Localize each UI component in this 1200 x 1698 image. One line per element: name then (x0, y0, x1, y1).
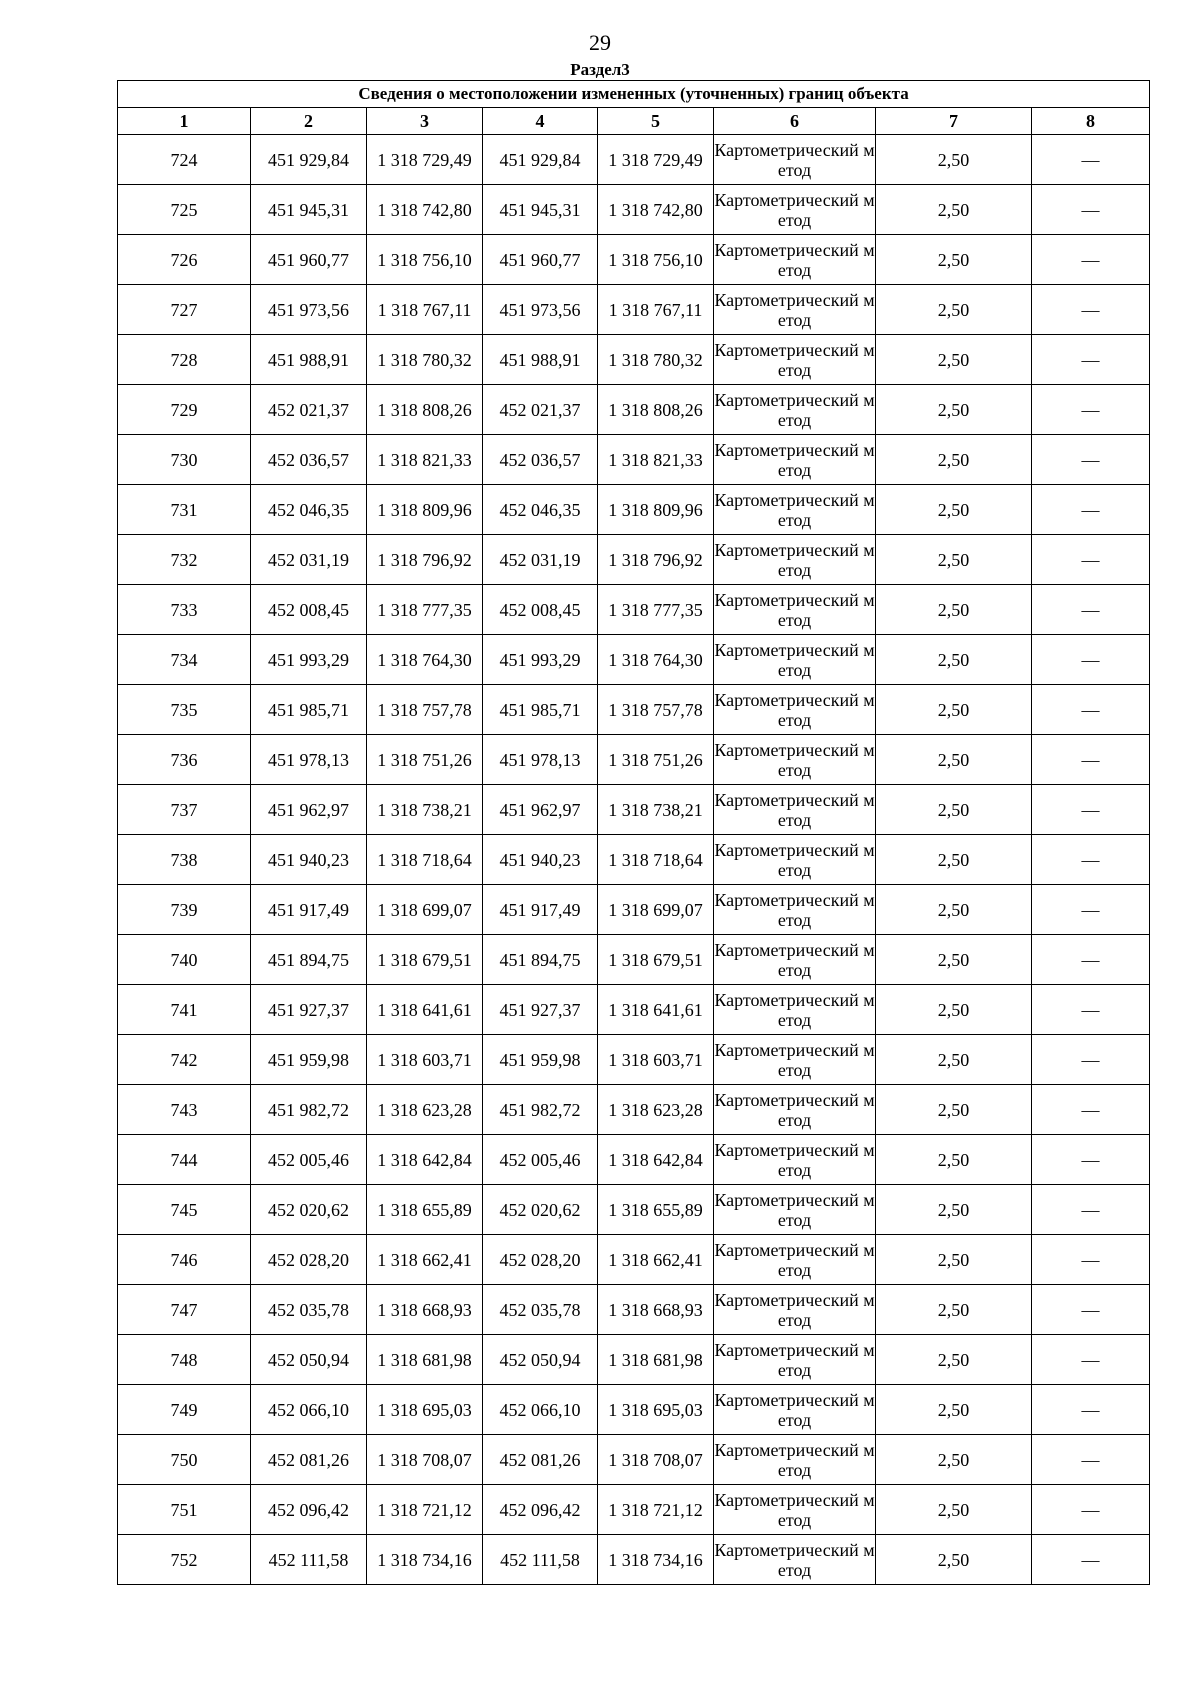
description-cell: — (1032, 1235, 1150, 1285)
y-coordinate-cell: 1 318 751,26 (598, 735, 714, 785)
y-coordinate-cell: 1 318 734,16 (367, 1535, 483, 1585)
x-coordinate-cell: 452 050,94 (251, 1335, 367, 1385)
point-number-cell: 742 (118, 1035, 251, 1085)
description-cell: — (1032, 1535, 1150, 1585)
y-coordinate-cell: 1 318 655,89 (367, 1185, 483, 1235)
table-row (118, 135, 1150, 185)
method-cell: Картометрический метод (714, 1135, 876, 1185)
description-cell: — (1032, 935, 1150, 985)
method-cell: Картометрический метод (714, 635, 876, 685)
y-coordinate-cell: 1 318 809,96 (367, 485, 483, 535)
description-cell: — (1032, 1135, 1150, 1185)
x-coordinate-cell: 451 973,56 (251, 285, 367, 335)
method-cell: Картометрический метод (714, 435, 876, 485)
x-coordinate-cell: 451 988,91 (483, 335, 598, 385)
description-cell: — (1032, 535, 1150, 585)
table-row (118, 935, 1150, 985)
table-row (118, 1435, 1150, 1485)
x-coordinate-cell: 452 035,78 (483, 1285, 598, 1335)
y-coordinate-cell: 1 318 662,41 (598, 1235, 714, 1285)
y-coordinate-cell: 1 318 708,07 (367, 1435, 483, 1485)
section-title: Раздел3 (570, 60, 630, 79)
description-cell: — (1032, 585, 1150, 635)
y-coordinate-cell: 1 318 757,78 (598, 685, 714, 735)
y-coordinate-cell: 1 318 767,11 (367, 285, 483, 335)
table-row (118, 435, 1150, 485)
point-number-cell: 724 (118, 135, 251, 185)
method-cell: Картометрический метод (714, 1385, 876, 1435)
x-coordinate-cell: 452 035,78 (251, 1285, 367, 1335)
accuracy-cell: 2,50 (876, 785, 1032, 835)
description-cell: — (1032, 185, 1150, 235)
y-coordinate-cell: 1 318 764,30 (367, 635, 483, 685)
y-coordinate-cell: 1 318 729,49 (367, 135, 483, 185)
x-coordinate-cell: 451 960,77 (251, 235, 367, 285)
y-coordinate-cell: 1 318 695,03 (367, 1385, 483, 1435)
table-row (118, 785, 1150, 835)
x-coordinate-cell: 451 985,71 (483, 685, 598, 735)
accuracy-cell: 2,50 (876, 435, 1032, 485)
table-row (118, 535, 1150, 585)
coordinates-table (117, 80, 1150, 1585)
point-number-cell: 737 (118, 785, 251, 835)
description-cell: — (1032, 1085, 1150, 1135)
column-header: 7 (876, 108, 1032, 135)
description-cell: — (1032, 285, 1150, 335)
method-cell: Картометрический метод (714, 1435, 876, 1485)
x-coordinate-cell: 451 959,98 (251, 1035, 367, 1085)
table-row (118, 1485, 1150, 1535)
accuracy-cell: 2,50 (876, 935, 1032, 985)
point-number-cell: 729 (118, 385, 251, 435)
description-cell: — (1032, 1035, 1150, 1085)
table-row (118, 235, 1150, 285)
x-coordinate-cell: 451 940,23 (251, 835, 367, 885)
accuracy-cell: 2,50 (876, 385, 1032, 435)
table-row (118, 985, 1150, 1035)
x-coordinate-cell: 452 008,45 (251, 585, 367, 635)
method-cell: Картометрический метод (714, 385, 876, 435)
accuracy-cell: 2,50 (876, 1185, 1032, 1235)
y-coordinate-cell: 1 318 821,33 (367, 435, 483, 485)
x-coordinate-cell: 452 066,10 (483, 1385, 598, 1435)
point-number-cell: 746 (118, 1235, 251, 1285)
method-cell: Картометрический метод (714, 535, 876, 585)
x-coordinate-cell: 452 005,46 (251, 1135, 367, 1185)
accuracy-cell: 2,50 (876, 1335, 1032, 1385)
y-coordinate-cell: 1 318 655,89 (598, 1185, 714, 1235)
accuracy-cell: 2,50 (876, 1535, 1032, 1585)
point-number-cell: 740 (118, 935, 251, 985)
table-row (118, 1135, 1150, 1185)
method-cell: Картометрический метод (714, 1335, 876, 1385)
x-coordinate-cell: 451 978,13 (251, 735, 367, 785)
description-cell: — (1032, 985, 1150, 1035)
table-row (118, 1535, 1150, 1585)
y-coordinate-cell: 1 318 718,64 (367, 835, 483, 885)
table-row (118, 885, 1150, 935)
y-coordinate-cell: 1 318 780,32 (367, 335, 483, 385)
x-coordinate-cell: 452 046,35 (251, 485, 367, 535)
y-coordinate-cell: 1 318 623,28 (598, 1085, 714, 1135)
method-cell: Картометрический метод (714, 1235, 876, 1285)
accuracy-cell: 2,50 (876, 985, 1032, 1035)
accuracy-cell: 2,50 (876, 635, 1032, 685)
y-coordinate-cell: 1 318 623,28 (367, 1085, 483, 1135)
accuracy-cell: 2,50 (876, 485, 1032, 535)
y-coordinate-cell: 1 318 742,80 (598, 185, 714, 235)
point-number-cell: 748 (118, 1335, 251, 1385)
description-cell: — (1032, 1285, 1150, 1335)
method-cell: Картометрический метод (714, 485, 876, 535)
y-coordinate-cell: 1 318 681,98 (598, 1335, 714, 1385)
method-cell: Картометрический метод (714, 735, 876, 785)
x-coordinate-cell: 452 050,94 (483, 1335, 598, 1385)
y-coordinate-cell: 1 318 729,49 (598, 135, 714, 185)
point-number-cell: 743 (118, 1085, 251, 1135)
x-coordinate-cell: 452 036,57 (483, 435, 598, 485)
x-coordinate-cell: 451 959,98 (483, 1035, 598, 1085)
point-number-cell: 726 (118, 235, 251, 285)
x-coordinate-cell: 452 031,19 (483, 535, 598, 585)
y-coordinate-cell: 1 318 641,61 (367, 985, 483, 1035)
y-coordinate-cell: 1 318 808,26 (598, 385, 714, 435)
y-coordinate-cell: 1 318 809,96 (598, 485, 714, 535)
method-cell: Картометрический метод (714, 835, 876, 885)
accuracy-cell: 2,50 (876, 1085, 1032, 1135)
x-coordinate-cell: 452 036,57 (251, 435, 367, 485)
y-coordinate-cell: 1 318 756,10 (598, 235, 714, 285)
method-cell: Картометрический метод (714, 235, 876, 285)
x-coordinate-cell: 452 081,26 (483, 1435, 598, 1485)
description-cell: — (1032, 685, 1150, 735)
y-coordinate-cell: 1 318 721,12 (598, 1485, 714, 1535)
description-cell: — (1032, 1485, 1150, 1535)
point-number-cell: 731 (118, 485, 251, 535)
y-coordinate-cell: 1 318 681,98 (367, 1335, 483, 1385)
x-coordinate-cell: 452 066,10 (251, 1385, 367, 1435)
x-coordinate-cell: 451 945,31 (251, 185, 367, 235)
y-coordinate-cell: 1 318 767,11 (598, 285, 714, 335)
accuracy-cell: 2,50 (876, 1385, 1032, 1435)
method-cell: Картометрический метод (714, 285, 876, 335)
accuracy-cell: 2,50 (876, 535, 1032, 585)
method-cell: Картометрический метод (714, 335, 876, 385)
x-coordinate-cell: 451 929,84 (251, 135, 367, 185)
y-coordinate-cell: 1 318 777,35 (367, 585, 483, 635)
y-coordinate-cell: 1 318 738,21 (598, 785, 714, 835)
method-cell: Картометрический метод (714, 1535, 876, 1585)
method-cell: Картометрический метод (714, 1285, 876, 1335)
point-number-cell: 738 (118, 835, 251, 885)
point-number-cell: 730 (118, 435, 251, 485)
description-cell: — (1032, 335, 1150, 385)
accuracy-cell: 2,50 (876, 335, 1032, 385)
y-coordinate-cell: 1 318 808,26 (367, 385, 483, 435)
column-header: 5 (598, 108, 714, 135)
x-coordinate-cell: 451 973,56 (483, 285, 598, 335)
accuracy-cell: 2,50 (876, 585, 1032, 635)
table-row (118, 1235, 1150, 1285)
method-cell: Картометрический метод (714, 685, 876, 735)
column-header: 2 (251, 108, 367, 135)
y-coordinate-cell: 1 318 695,03 (598, 1385, 714, 1435)
accuracy-cell: 2,50 (876, 235, 1032, 285)
y-coordinate-cell: 1 318 796,92 (598, 535, 714, 585)
x-coordinate-cell: 451 945,31 (483, 185, 598, 235)
table-row (118, 1285, 1150, 1335)
x-coordinate-cell: 452 096,42 (483, 1485, 598, 1535)
table-row (118, 1335, 1150, 1385)
accuracy-cell: 2,50 (876, 1135, 1032, 1185)
point-number-cell: 732 (118, 535, 251, 585)
description-cell: — (1032, 1385, 1150, 1435)
y-coordinate-cell: 1 318 718,64 (598, 835, 714, 885)
column-header: 3 (367, 108, 483, 135)
x-coordinate-cell: 451 940,23 (483, 835, 598, 885)
y-coordinate-cell: 1 318 603,71 (598, 1035, 714, 1085)
column-number-row (118, 108, 1150, 135)
description-cell: — (1032, 1335, 1150, 1385)
accuracy-cell: 2,50 (876, 135, 1032, 185)
x-coordinate-cell: 451 927,37 (483, 985, 598, 1035)
y-coordinate-cell: 1 318 777,35 (598, 585, 714, 635)
y-coordinate-cell: 1 318 721,12 (367, 1485, 483, 1535)
point-number-cell: 734 (118, 635, 251, 685)
description-cell: — (1032, 1185, 1150, 1235)
y-coordinate-cell: 1 318 780,32 (598, 335, 714, 385)
accuracy-cell: 2,50 (876, 1235, 1032, 1285)
table-row (118, 685, 1150, 735)
y-coordinate-cell: 1 318 764,30 (598, 635, 714, 685)
point-number-cell: 744 (118, 1135, 251, 1185)
x-coordinate-cell: 451 894,75 (483, 935, 598, 985)
page-number: 29 (589, 30, 611, 55)
description-cell: — (1032, 235, 1150, 285)
method-cell: Картометрический метод (714, 885, 876, 935)
x-coordinate-cell: 451 962,97 (251, 785, 367, 835)
x-coordinate-cell: 451 962,97 (483, 785, 598, 835)
y-coordinate-cell: 1 318 668,93 (367, 1285, 483, 1335)
accuracy-cell: 2,50 (876, 735, 1032, 785)
description-cell: — (1032, 785, 1150, 835)
accuracy-cell: 2,50 (876, 835, 1032, 885)
y-coordinate-cell: 1 318 668,93 (598, 1285, 714, 1335)
x-coordinate-cell: 451 993,29 (251, 635, 367, 685)
y-coordinate-cell: 1 318 642,84 (367, 1135, 483, 1185)
point-number-cell: 736 (118, 735, 251, 785)
column-header: 4 (483, 108, 598, 135)
table-row (118, 585, 1150, 635)
x-coordinate-cell: 451 894,75 (251, 935, 367, 985)
x-coordinate-cell: 452 028,20 (483, 1235, 598, 1285)
description-cell: — (1032, 385, 1150, 435)
point-number-cell: 739 (118, 885, 251, 935)
table-caption: Сведения о местоположении измененных (уточненных) границ объекта (118, 81, 1150, 108)
x-coordinate-cell: 451 982,72 (251, 1085, 367, 1135)
method-cell: Картометрический метод (714, 785, 876, 835)
y-coordinate-cell: 1 318 662,41 (367, 1235, 483, 1285)
method-cell: Картометрический метод (714, 935, 876, 985)
x-coordinate-cell: 451 917,49 (251, 885, 367, 935)
y-coordinate-cell: 1 318 679,51 (367, 935, 483, 985)
table-row (118, 635, 1150, 685)
column-header: 1 (118, 108, 251, 135)
method-cell: Картометрический метод (714, 1035, 876, 1085)
table-row (118, 185, 1150, 235)
description-cell: — (1032, 885, 1150, 935)
column-header: 6 (714, 108, 876, 135)
method-cell: Картометрический метод (714, 985, 876, 1035)
x-coordinate-cell: 452 020,62 (251, 1185, 367, 1235)
accuracy-cell: 2,50 (876, 1285, 1032, 1335)
y-coordinate-cell: 1 318 708,07 (598, 1435, 714, 1485)
y-coordinate-cell: 1 318 699,07 (598, 885, 714, 935)
x-coordinate-cell: 451 929,84 (483, 135, 598, 185)
accuracy-cell: 2,50 (876, 885, 1032, 935)
y-coordinate-cell: 1 318 756,10 (367, 235, 483, 285)
description-cell: — (1032, 1435, 1150, 1485)
x-coordinate-cell: 451 988,91 (251, 335, 367, 385)
point-number-cell: 733 (118, 585, 251, 635)
point-number-cell: 741 (118, 985, 251, 1035)
table-row (118, 485, 1150, 535)
table-row (118, 1385, 1150, 1435)
x-coordinate-cell: 451 917,49 (483, 885, 598, 935)
y-coordinate-cell: 1 318 603,71 (367, 1035, 483, 1085)
y-coordinate-cell: 1 318 742,80 (367, 185, 483, 235)
table-row (118, 335, 1150, 385)
x-coordinate-cell: 452 020,62 (483, 1185, 598, 1235)
accuracy-cell: 2,50 (876, 185, 1032, 235)
y-coordinate-cell: 1 318 751,26 (367, 735, 483, 785)
accuracy-cell: 2,50 (876, 1035, 1032, 1085)
x-coordinate-cell: 451 982,72 (483, 1085, 598, 1135)
description-cell: — (1032, 735, 1150, 785)
accuracy-cell: 2,50 (876, 1485, 1032, 1535)
table-row (118, 1035, 1150, 1085)
table-row (118, 385, 1150, 435)
x-coordinate-cell: 451 993,29 (483, 635, 598, 685)
x-coordinate-cell: 452 031,19 (251, 535, 367, 585)
y-coordinate-cell: 1 318 796,92 (367, 535, 483, 585)
point-number-cell: 751 (118, 1485, 251, 1535)
method-cell: Картометрический метод (714, 1485, 876, 1535)
point-number-cell: 728 (118, 335, 251, 385)
x-coordinate-cell: 452 008,45 (483, 585, 598, 635)
x-coordinate-cell: 452 096,42 (251, 1485, 367, 1535)
accuracy-cell: 2,50 (876, 1435, 1032, 1485)
x-coordinate-cell: 451 978,13 (483, 735, 598, 785)
y-coordinate-cell: 1 318 642,84 (598, 1135, 714, 1185)
x-coordinate-cell: 452 021,37 (251, 385, 367, 435)
y-coordinate-cell: 1 318 734,16 (598, 1535, 714, 1585)
description-cell: — (1032, 135, 1150, 185)
method-cell: Картометрический метод (714, 185, 876, 235)
x-coordinate-cell: 452 046,35 (483, 485, 598, 535)
table-body (118, 135, 1150, 1585)
point-number-cell: 735 (118, 685, 251, 735)
description-cell: — (1032, 835, 1150, 885)
point-number-cell: 745 (118, 1185, 251, 1235)
x-coordinate-cell: 451 985,71 (251, 685, 367, 735)
table-row (118, 835, 1150, 885)
table-row (118, 285, 1150, 335)
description-cell: — (1032, 435, 1150, 485)
y-coordinate-cell: 1 318 641,61 (598, 985, 714, 1035)
method-cell: Картометрический метод (714, 1085, 876, 1135)
y-coordinate-cell: 1 318 757,78 (367, 685, 483, 735)
description-cell: — (1032, 635, 1150, 685)
point-number-cell: 727 (118, 285, 251, 335)
point-number-cell: 725 (118, 185, 251, 235)
x-coordinate-cell: 451 960,77 (483, 235, 598, 285)
y-coordinate-cell: 1 318 738,21 (367, 785, 483, 835)
table-row (118, 735, 1150, 785)
point-number-cell: 749 (118, 1385, 251, 1435)
x-coordinate-cell: 451 927,37 (251, 985, 367, 1035)
method-cell: Картометрический метод (714, 135, 876, 185)
method-cell: Картометрический метод (714, 585, 876, 635)
accuracy-cell: 2,50 (876, 285, 1032, 335)
x-coordinate-cell: 452 111,58 (483, 1535, 598, 1585)
table-row (118, 1185, 1150, 1235)
point-number-cell: 747 (118, 1285, 251, 1335)
table-row (118, 1085, 1150, 1135)
y-coordinate-cell: 1 318 821,33 (598, 435, 714, 485)
column-header: 8 (1032, 108, 1150, 135)
x-coordinate-cell: 452 028,20 (251, 1235, 367, 1285)
point-number-cell: 750 (118, 1435, 251, 1485)
x-coordinate-cell: 452 005,46 (483, 1135, 598, 1185)
x-coordinate-cell: 452 021,37 (483, 385, 598, 435)
table-caption-row (118, 81, 1150, 108)
method-cell: Картометрический метод (714, 1185, 876, 1235)
y-coordinate-cell: 1 318 699,07 (367, 885, 483, 935)
description-cell: — (1032, 485, 1150, 535)
y-coordinate-cell: 1 318 679,51 (598, 935, 714, 985)
x-coordinate-cell: 452 081,26 (251, 1435, 367, 1485)
point-number-cell: 752 (118, 1535, 251, 1585)
x-coordinate-cell: 452 111,58 (251, 1535, 367, 1585)
accuracy-cell: 2,50 (876, 685, 1032, 735)
